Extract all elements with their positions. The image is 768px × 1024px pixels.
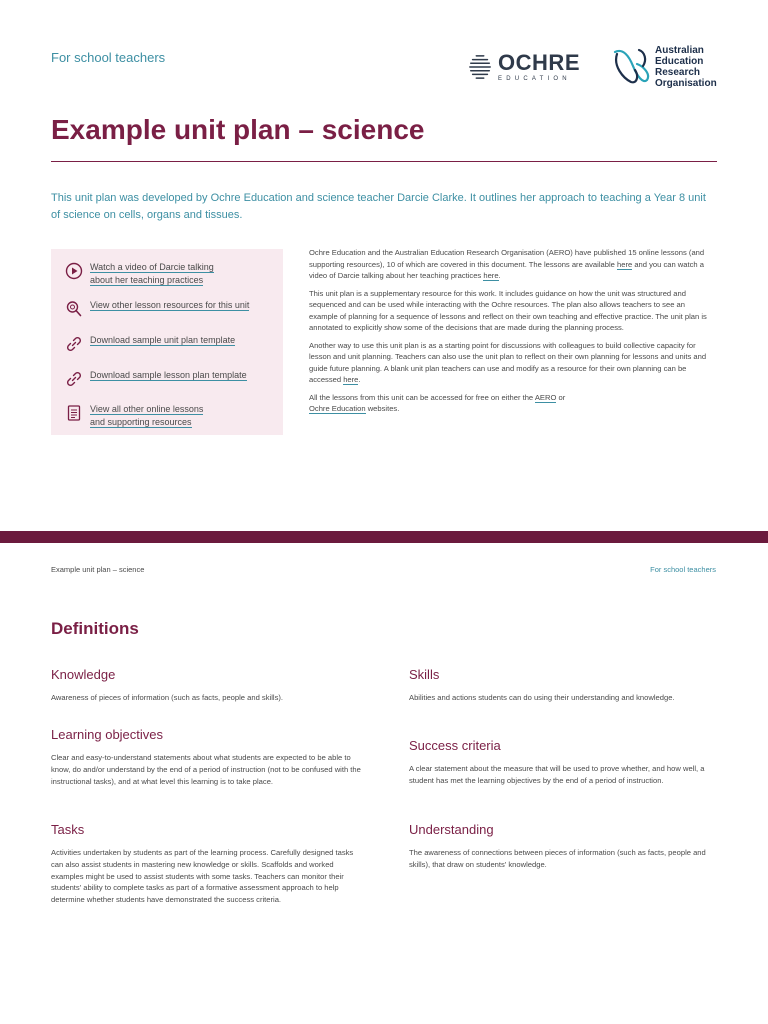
ochre-wordmark: OCHRE	[498, 50, 580, 75]
link-unit-plan-template-label[interactable]: Download sample unit plan template	[90, 335, 236, 345]
header-tag: For school teachers	[51, 50, 166, 65]
ochre-website-link[interactable]: Ochre Education	[309, 404, 366, 413]
link-lesson-plan-template[interactable]	[65, 369, 269, 388]
definition-text: A clear statement about the measure that will be used to prove whether, and how well, a student has met the learning objectives by the end of a period of instruction.	[409, 764, 705, 785]
aero-line-4: Organisation	[655, 78, 717, 89]
ochre-education-logo	[468, 50, 580, 84]
definition-skills	[409, 667, 709, 704]
blank-unit-plan-here-link[interactable]: here	[343, 375, 359, 384]
body-column	[309, 247, 709, 421]
definition-term: Tasks	[51, 822, 85, 837]
link-other-lesson-resources[interactable]	[65, 299, 269, 318]
link-other-lesson-resources-label[interactable]: View other lesson resources for this unit	[90, 300, 250, 310]
body-p3-text-a: Another way to use this unit plan is as a starting point for discussions with colleagues to build collective capacity for lesson and unit planning. Teachers can also use the unit plan to reflect on their own planning for lessons and units and guide future planning. A blank unit plan teachers can use and modify as a resource for their own planning can be accessed	[309, 340, 707, 384]
body-paragraph-2: This unit plan is a supplementary resource for this work. It includes guidance on how the unit was structured and sequenced and can be used while interacting with the Ochre resources. The plan also allows teachers to see an example of planning for a sequence of lessons and reflect on their own teaching and effective practice. The unit plan is annotated to explicitly show some of the decisions that are made during the planning process.	[309, 288, 707, 332]
definition-success-criteria	[409, 738, 709, 787]
aero-line-2: Education	[655, 56, 704, 67]
definition-term: Success criteria	[409, 738, 501, 753]
lessons-here-link[interactable]: here	[617, 259, 633, 269]
definition-text: Activities undertaken by students as part of the learning process. Carefully designed tasks can also assist students in mastering new knowledge or skills. Scaffolds and worked examples might be used to assist students with some tasks. Teachers can monitor their students' ability to complete tasks as part of a formative assessment approach to help determine whether students have demonstrated the success criteria.	[51, 848, 354, 905]
page-break-band	[0, 531, 768, 543]
link-icon	[65, 370, 83, 388]
definition-knowledge	[51, 667, 361, 704]
definition-text: Awareness of pieces of information (such as facts, people and skills).	[51, 693, 284, 702]
definition-term: Knowledge	[51, 667, 116, 682]
definition-learning-objectives	[51, 727, 361, 787]
body-p3-text-b: .	[358, 375, 361, 384]
link-all-online-lessons[interactable]	[65, 403, 269, 429]
video-here-link[interactable]: here	[483, 271, 499, 280]
aero-website-link[interactable]: AERO	[534, 392, 557, 402]
definition-term: Skills	[409, 667, 440, 682]
definitions-heading: Definitions	[51, 619, 139, 638]
ochre-mark-icon	[468, 52, 492, 82]
aero-line-3: Research	[655, 67, 701, 78]
ochre-subtitle: EDUCATION	[498, 76, 571, 82]
link-icon	[65, 335, 83, 353]
link-all-online-lessons-line2[interactable]: and supporting resources	[90, 417, 192, 427]
document-icon	[65, 404, 83, 422]
body-p1-text-c: .	[498, 271, 501, 280]
running-header-title: Example unit plan – science	[51, 565, 145, 574]
page-title: Example unit plan – science	[51, 114, 425, 145]
definition-text: The awareness of connections between pieces of information (such as facts, people and skills), that draw on students' knowledge.	[409, 848, 706, 869]
definition-tasks	[51, 822, 361, 906]
definition-text: Clear and easy-to-understand statements about what students are expected to be able to know, do and/or understand by the end of a period of instruction (not to be confused with the instructional tasks), and at what level this learning is to take place.	[51, 753, 361, 786]
link-watch-video[interactable]	[65, 261, 269, 287]
body-p4-text-a: All the lessons from this unit can be accessed for free on either the	[309, 392, 535, 402]
body-paragraph-1	[309, 247, 709, 282]
aero-mark-icon	[609, 44, 653, 90]
title-divider	[51, 161, 717, 162]
play-icon	[65, 262, 83, 280]
aero-logo	[609, 44, 721, 90]
body-p1-text-a: Ochre Education and the Australian Education Research Organisation (AERO) have published 15 online lessons (and supporting resources), 10 of which are covered in this document. The lessons are available	[309, 248, 705, 269]
body-p4-text-c: websites.	[365, 404, 400, 413]
running-header-tag: For school teachers	[650, 565, 716, 574]
body-p4-text-b: or	[556, 392, 566, 402]
intro-paragraph: This unit plan was developed by Ochre Education and science teacher Darcie Clarke. It outlines her approach to teaching a Year 8 unit of science on cells, organs and tissues.	[51, 192, 706, 221]
definition-understanding	[409, 822, 719, 871]
link-watch-video-line1[interactable]: Watch a video of Darcie talking	[90, 262, 214, 272]
definition-term: Learning objectives	[51, 727, 164, 742]
resource-links-panel	[51, 249, 283, 435]
aero-line-1: Australian	[655, 45, 704, 56]
link-watch-video-line2[interactable]: about her teaching practices	[90, 275, 204, 285]
link-all-online-lessons-line1[interactable]: View all other online lessons	[90, 404, 204, 414]
body-paragraph-4	[309, 392, 709, 415]
search-icon	[65, 300, 83, 318]
link-unit-plan-template[interactable]	[65, 334, 269, 353]
definition-term: Understanding	[409, 822, 494, 837]
link-lesson-plan-template-label[interactable]: Download sample lesson plan template	[90, 370, 247, 380]
body-p1-text-b: and you can watch a video of Darcie talking about her teaching practices	[309, 259, 704, 280]
body-paragraph-3	[309, 340, 709, 386]
definition-text: Abilities and actions students can do using their understanding and knowledge.	[409, 693, 675, 702]
